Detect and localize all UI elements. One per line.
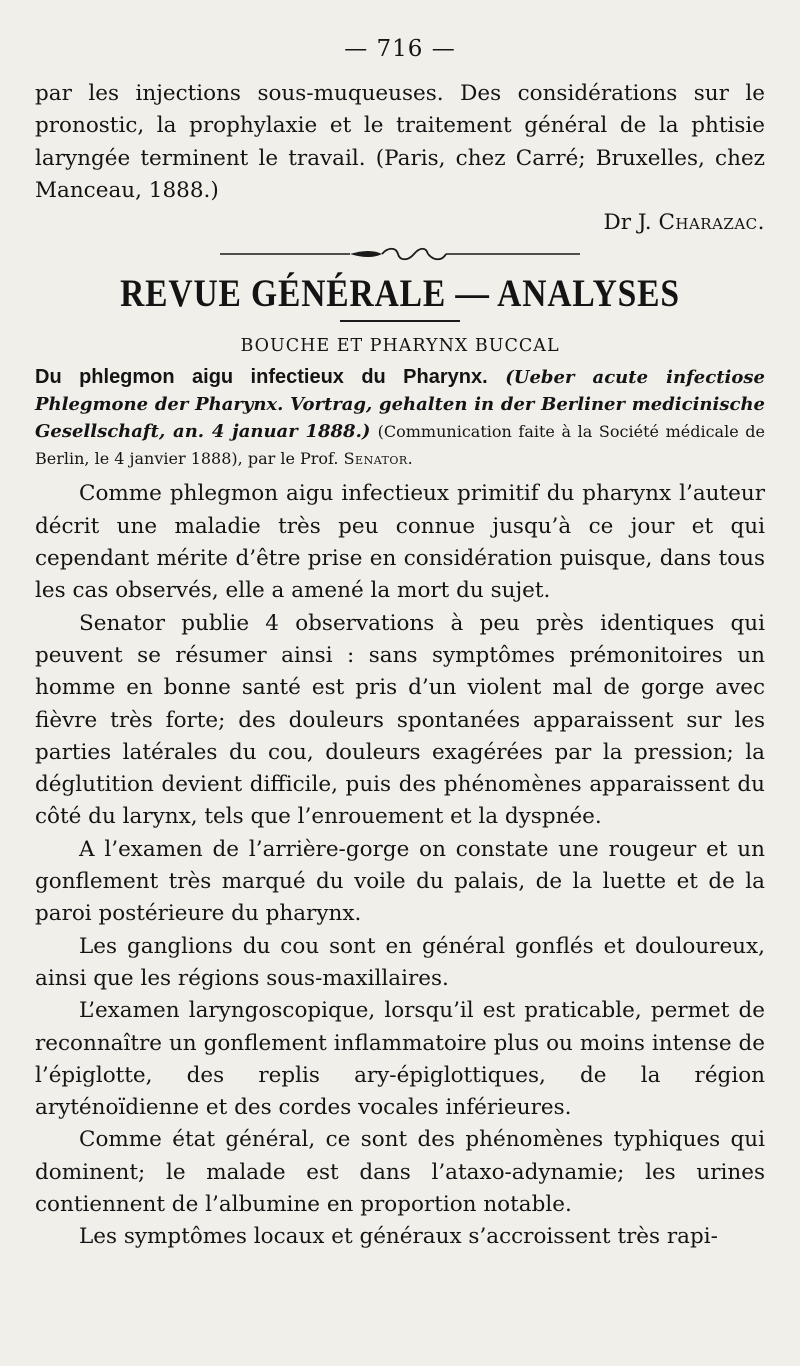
- body-paragraph: Comme état général, ce sont des phénomènes typhiques qui dominent; le malade est dans l’ataxo-adynamie; les urines contiennent de l’albumine en proportion notable.: [35, 1127, 765, 1218]
- signature-line: [35, 207, 765, 239]
- ornament-divider-icon: [220, 245, 580, 263]
- body-paragraph: Senator publie 4 observations à peu près identiques qui peuvent se résumer ainsi : sans symptômes prémonitoires un homme en bonne santé est pris d’un violent mal de gorge avec fièvre très forte; des douleurs spontanées apparaissent sur les parties latérales du cou, douleurs exagérées par la pression; la déglutition devient difficile, puis des phénomènes apparaissent du côté du larynx, tels que l’enrouement et la dyspnée.: [35, 610, 765, 830]
- title-underline: [340, 320, 460, 322]
- article-title-german: (Ueber acute infectiose Phlegmone der Pharynx. Vortrag, gehalten in der Berliner medicinische Gesellschaft, an. 4 januar 1888.): [35, 367, 765, 443]
- body-paragraph: A l’examen de l’arrière-gorge on constate une rougeur et un gonflement très marqué du voile du palais, de la luette et de la paroi postérieure du pharynx.: [35, 836, 765, 927]
- body-paragraph: Les symptômes locaux et généraux s’accroissent très rapi-: [79, 1224, 718, 1250]
- page-number: — 716 —: [344, 36, 456, 62]
- body-paragraph: Les ganglions du cou sont en général gonflés et douloureux, ainsi que les régions sous-maxillaires.: [35, 933, 765, 991]
- subsection-title: BOUCHE ET PHARYNX BUCCAL: [240, 336, 560, 357]
- body-paragraph: Comme phlegmon aigu infectieux primitif du pharynx l’auteur décrit une maladie très peu connue jusqu’à ce jour et qui cependant mérite d’être prise en considération puisque, dans tous les cas observés, elle a amené la mort du sujet.: [35, 481, 765, 604]
- article-title: Du phlegmon aigu infectieux du Pharynx.: [35, 366, 488, 389]
- body-paragraph: L’examen laryngoscopique, lorsqu’il est praticable, permet de reconnaître un gonflement inflammatoire plus ou moins intense de l’épiglotte, des replis ary-épiglottiques, de la région aryténoïdienne et des cordes vocales inférieures.: [35, 998, 765, 1121]
- signature-name: Charazac.: [658, 210, 765, 236]
- signature-prefix: Dr J.: [603, 210, 659, 236]
- article-author: Senator.: [343, 449, 414, 469]
- top-paragraph-text: par les injections sous-muqueuses. Des considérations sur le pronostic, la prophylaxie et le traitement général de la phtisie laryngée terminent le travail. (Paris, chez Carré; Bruxelles, chez Manceau, 1888.): [35, 81, 765, 203]
- article-title-french: (Communication faite à la Société médicale de Berlin, le 4 janvier 1888), par le Prof.: [35, 422, 765, 469]
- article-heading: [35, 364, 765, 472]
- top-paragraph: [35, 78, 765, 207]
- section-title: REVUE GÉNÉRALE — ANALYSES: [120, 272, 680, 316]
